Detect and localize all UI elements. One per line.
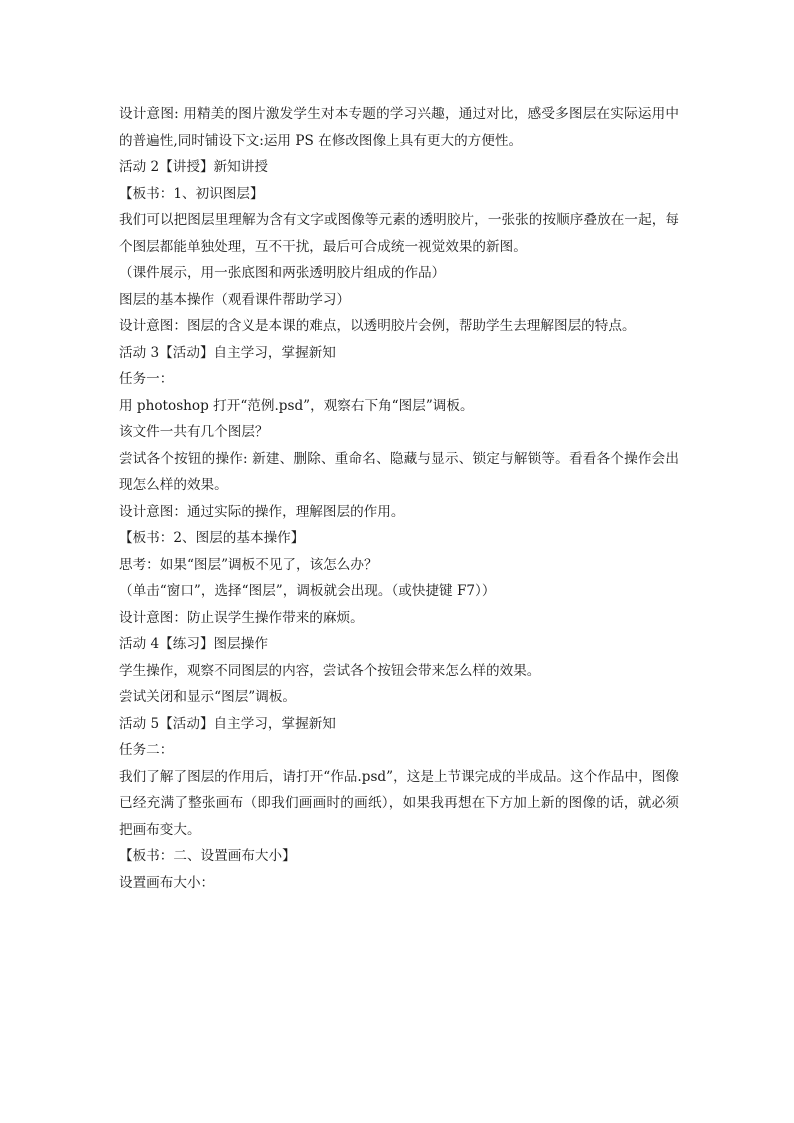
instruction-paragraph: 我们了解了图层的作用后，请打开“作品.psd”，这是上节课完成的半成品。这个作品中，图像已经充满了整张画布（即我们画画时的画纸），如果我再想在下方加上新的图像的话，就必须把画布变大。 xyxy=(119,768,679,838)
design-intent-paragraph: 设计意图：防止误学生操作带来的麻烦。 xyxy=(119,609,364,626)
activity-heading: 活动 5【活动】自主学习，掌握新知 xyxy=(119,715,336,732)
basic-operations-line: 图层的基本操作（观看课件帮助学习） xyxy=(119,291,351,308)
document-body xyxy=(119,101,679,896)
board-note: 【板书：2、图层的基本操作】 xyxy=(119,530,305,546)
activity-heading: 活动 2【讲授】新知讲授 xyxy=(119,159,268,175)
question-line: 思考：如果“图层”调板不见了，该怎么办？ xyxy=(119,556,378,573)
instruction-paragraph: 尝试各个按钮的操作: 新建、删除、重命名、隐藏与显示、锁定与解锁等。看看各个操作会出现怎么样的效果。 xyxy=(119,450,679,493)
design-intent-paragraph: 设计意图：通过实际的操作，理解图层的作用。 xyxy=(119,503,405,520)
instruction-line: 学生操作，观察不同图层的内容，尝试各个按钮会带来怎么样的效果。 xyxy=(119,662,541,679)
design-intent-paragraph: 设计意图：图层的含义是本课的难点，以透明胶片会例，帮助学生去理解图层的特点。 xyxy=(119,318,636,334)
board-note: 【板书：二、设置画布大小】 xyxy=(119,848,296,864)
section-line: 设置画布大小： xyxy=(119,874,215,891)
courseware-note: （课件展示，用一张底图和两张透明胶片组成的作品） xyxy=(119,265,446,281)
board-note: 【板书：1、初识图层】 xyxy=(119,185,264,202)
layer-explanation-paragraph: 我们可以把图层里理解为含有文字或图像等元素的透明胶片，一张张的按顺序叠放在一起，每个图层都能单独处理，互不干扰，最后可合成统一视觉效果的新图。 xyxy=(119,212,679,255)
task-heading: 任务一： xyxy=(119,371,174,387)
task-heading: 任务二： xyxy=(119,742,174,758)
design-intent-paragraph: 设计意图: 用精美的图片激发学生对本专题的学习兴趣，通过对比，感受多图层在实际运用中的普遍性,同时铺设下文:运用 PS 在修改图像上具有更大的方便性。 xyxy=(119,106,679,149)
instruction-line: 尝试关闭和显示“图层”调板。 xyxy=(119,689,297,705)
instruction-line: 用 photoshop 打开“范例.psd”，观察右下角“图层”调板。 xyxy=(119,397,474,414)
activity-heading: 活动 3【活动】自主学习，掌握新知 xyxy=(119,344,336,361)
answer-line: （单击“窗口”，选择“图层”，调板就会出现。（或快捷键 F7）） xyxy=(119,583,496,599)
question-line: 该文件一共有几个图层？ xyxy=(119,424,269,440)
activity-heading: 活动 4【练习】图层操作 xyxy=(119,636,268,652)
